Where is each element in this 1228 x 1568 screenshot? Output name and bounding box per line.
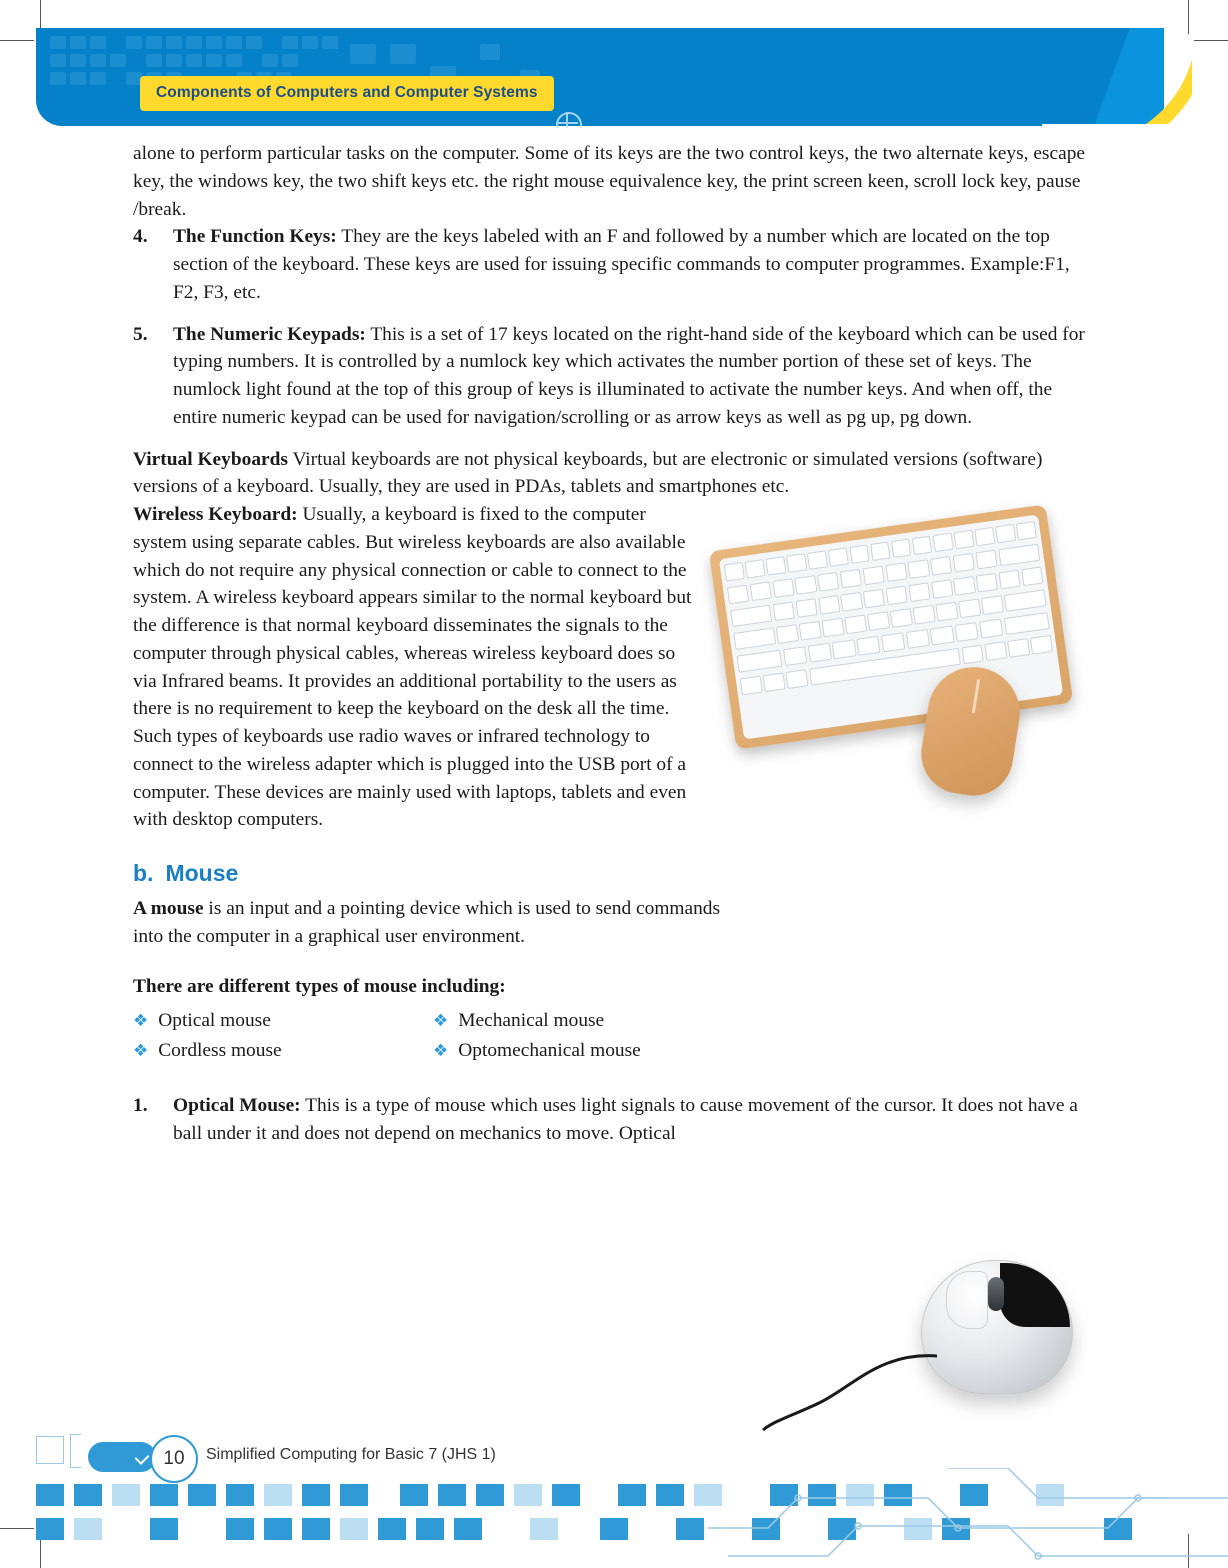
crop-mark-top-left-h <box>0 40 34 41</box>
mouse-intro-text: is an input and a pointing device which is used to send commands into the computer in a graphical user environment. <box>133 898 721 947</box>
continued-paragraph: alone to perform particular tasks on the computer. Some of its keys are the two control keys, the two alternate keys, escape key, the windows key, the two shift keys etc. the right mouse equivalence key, the print screen keen, scroll lock key, pause /break. <box>133 143 1085 220</box>
optical-mouse-figure <box>761 1254 1091 1444</box>
mouse-type-label: Optomechanical mouse <box>458 1040 641 1062</box>
header-yellow-swoosh <box>1042 28 1192 128</box>
virtual-keyboards-text: Virtual keyboards are not physical keyboards, but are electronic or simulated versions (software) versions of a keyboard. Usually, they are used in PDAs, tablets and smartphones etc. <box>133 448 1043 498</box>
mouse-intro-paragraph <box>133 895 733 951</box>
bullet-icon: ❖ <box>133 1041 149 1062</box>
numbered-list <box>133 223 1085 431</box>
circuit-decoration <box>708 1468 1228 1568</box>
list-item-number: 4. <box>133 226 148 248</box>
crop-mark-top-right-h <box>1194 40 1228 41</box>
bullet-icon: ❖ <box>433 1011 449 1032</box>
mouse-cable <box>761 1350 937 1434</box>
mouse-section-letter: b. <box>133 860 154 886</box>
page-header <box>36 28 1192 128</box>
footer-pill-decor <box>88 1442 156 1472</box>
list-item <box>133 223 1085 306</box>
virtual-keyboards-term: Virtual Keyboards <box>133 448 288 470</box>
mouse-section-title: Mouse <box>165 860 239 886</box>
mouse-types-heading: There are different types of mouse including: <box>133 975 506 997</box>
list-item-term: The Function Keys: <box>173 226 337 248</box>
chapter-title-chip: Components of Computers and Computer Systems <box>140 76 554 111</box>
list-item <box>433 1010 733 1032</box>
wireless-keyboard-text: Usually, a keyboard is fixed to the computer system using separate cables. But wireless keyboards are also available which do not require any physical connection or cable to connect to the system. A wireless keyboard appears similar to the normal keyboard but the difference is that normal keyboard disseminates the signals to the computer through physical cables, whereas wireless keyboard does so via Infrared beams. It provides an additional portability to the users as there is no requirement to keep the keyboard on the desk all the time. Such types of keyboards use radio waves or infrared technology to connect to the wireless adapter which is plugged into the USB port of a computer. These devices are mainly used with laptops, tablets and even with desktop computers. <box>133 504 692 831</box>
list-item-term: Optical Mouse: <box>173 1095 301 1117</box>
list-item-text: This is a type of mouse which uses light signals to cause movement of the cursor. It does not have a ball under it and does not depend on mechanics to move. Optical <box>173 1095 1078 1144</box>
bullet-row <box>133 1040 753 1062</box>
list-item <box>133 1010 433 1032</box>
optical-mouse-image <box>921 1260 1073 1394</box>
list-item-text: This is a set of 17 keys located on the right-hand side of the keyboard which can be used for typing numbers. It is controlled by a numlock key which activates the number portion of these set of keys. The numlock light found at the top of this group of keys is illuminated to activate the number keys. And when off, the entire numeric keypad can be used for navigation/scrolling or as arrow keys as well as pg up, pg down. <box>173 323 1085 428</box>
bullet-icon: ❖ <box>433 1041 449 1062</box>
list-item <box>133 1040 433 1062</box>
footer-caption: Simplified Computing for Basic 7 (JHS 1) <box>206 1446 496 1463</box>
bullet-icon: ❖ <box>133 1011 149 1032</box>
list-item <box>433 1040 733 1062</box>
list-item <box>133 1092 1085 1148</box>
bullet-row <box>133 1010 753 1032</box>
optical-mouse-list <box>133 1092 1085 1148</box>
list-item <box>133 321 1085 432</box>
globe-icon <box>556 112 582 128</box>
virtual-keyboards-paragraph <box>133 446 1085 502</box>
footer-bracket-decor <box>70 1434 81 1468</box>
footer-square-decor <box>36 1436 64 1464</box>
page-number: 10 <box>150 1435 198 1483</box>
mouse-types-list <box>133 1010 753 1062</box>
list-item-text: They are the keys labeled with an F and followed by a number which are located on the top section of the keyboard. These keys are used for issuing specific commands to computer programmes. Example:F1, F2, F3, etc. <box>173 226 1070 303</box>
page-content <box>133 140 1085 1162</box>
page-footer <box>0 1438 1228 1568</box>
list-item-term: The Numeric Keypads: <box>173 323 366 345</box>
list-item-number: 5. <box>133 323 148 345</box>
list-item-number: 1. <box>133 1095 148 1117</box>
mouse-section-heading <box>133 860 1085 887</box>
mouse-intro-term: A mouse <box>133 898 204 919</box>
wireless-keyboard-figure <box>713 507 1085 807</box>
mouse-type-label: Mechanical mouse <box>458 1010 605 1032</box>
mouse-type-label: Optical mouse <box>158 1010 271 1032</box>
mouse-type-label: Cordless mouse <box>158 1040 282 1062</box>
wireless-keyboard-term: Wireless Keyboard: <box>133 504 298 525</box>
wireless-keyboard-paragraph <box>133 501 1085 834</box>
